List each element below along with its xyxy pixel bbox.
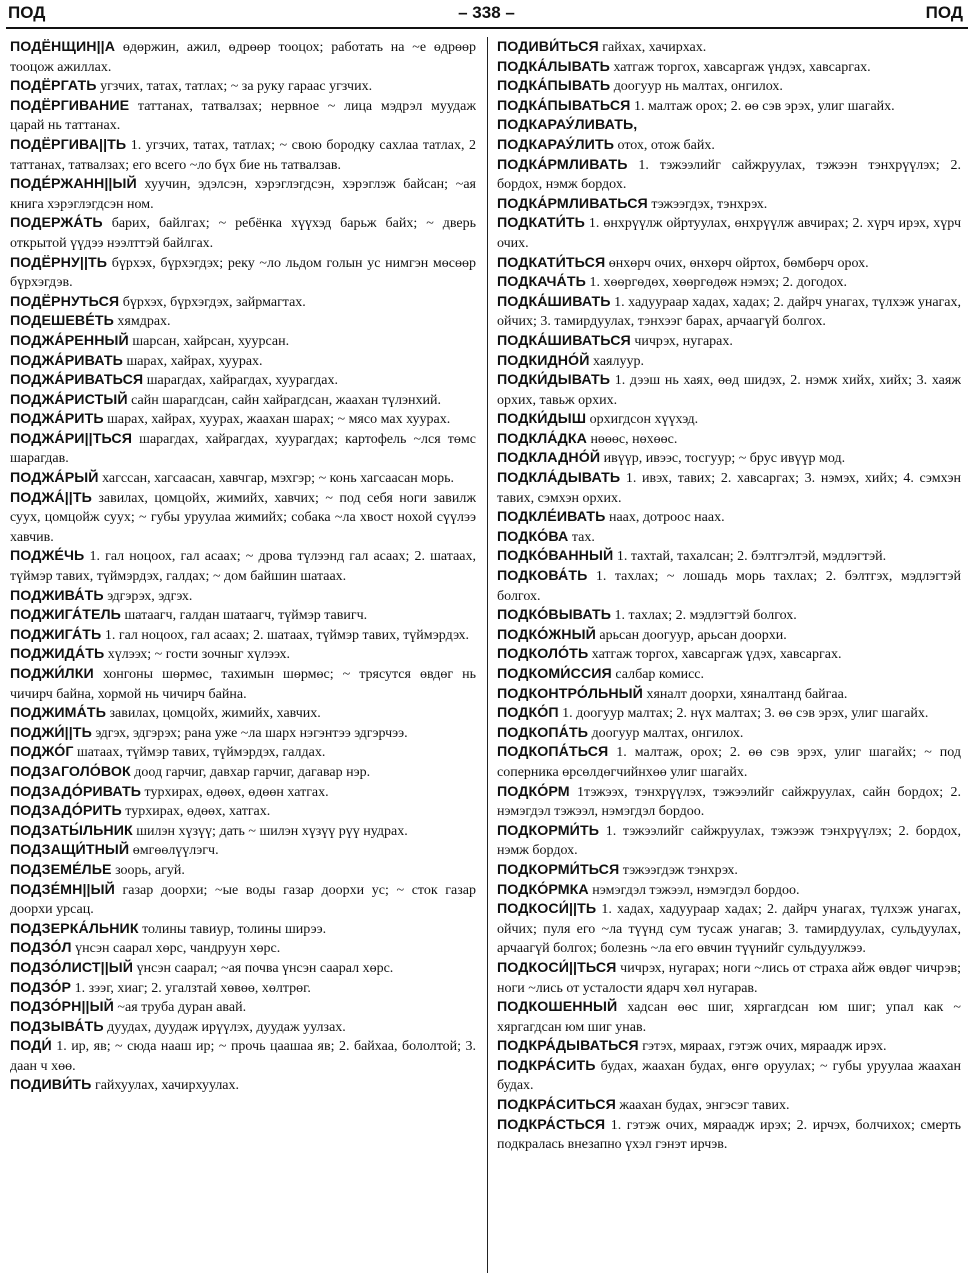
entry-definition: доод гарчиг, давхар гарчиг, дагавар нэр.: [130, 764, 371, 780]
entry-definition: наах, дотроос наах.: [605, 510, 725, 526]
entry-definition: хүлээх; ~ гости зочныг хүлээх.: [104, 647, 291, 663]
entry-headword: ПОДКОСИ́||ТЬ: [497, 901, 597, 918]
entry-definition: хагссан, хагсаасан, хавчгар, мэхгэр; ~ конь хагсаасан морь.: [98, 471, 455, 487]
entry-definition: 1. тахлах; ~ лошадь морь тахлах; 2. бэлтгэх, мэдлэгтэй болгох.: [497, 569, 961, 604]
dictionary-entry: [10, 841, 476, 861]
dictionary-entry: [10, 1076, 476, 1096]
entry-definition: ~ая труба дуран авай.: [113, 1000, 247, 1016]
entry-headword: ПОДКАТИ́ТЬ: [497, 215, 585, 232]
entry-headword: ПОДЗАДО́РИВАТЬ: [10, 783, 142, 800]
entry-definition: чичрэх, нугарах; ноги ~лись от страха айж өвдөг чичрэв; ноги ~лись от усталости ядарч хөл нугарав.: [497, 960, 961, 996]
entry-definition: 1. доогуур малтах; 2. нүх малтах; 3. өө сэв эрэх, улиг шагайх.: [558, 706, 929, 722]
entry-definition: хатгаж торгох, хавсаргаж үдэх, хавсаргах.: [588, 647, 842, 663]
dictionary-entry: [497, 861, 961, 881]
dictionary-entry: [10, 861, 476, 881]
entry-headword: ПОДКОСИ́||ТЬСЯ: [497, 959, 617, 976]
dictionary-entry: [497, 547, 961, 567]
entry-headword: ПОДЖО́Г: [10, 744, 74, 761]
dictionary-entry: [497, 1037, 961, 1057]
dictionary-entry: [10, 430, 476, 469]
entry-headword: ПОДЖЕ́ЧЬ: [10, 548, 85, 565]
dictionary-entry: [10, 939, 476, 959]
entry-headword: ПОДЗАДО́РИТЬ: [10, 803, 122, 820]
entry-headword: ПОДЁНЩИН||А: [10, 39, 116, 55]
entry-headword: ПОДИВИ́ТЬ: [10, 1077, 92, 1094]
entry-definition: гэтэх, мяраах, гэтэж очих, мяраадж ирэх.: [638, 1039, 887, 1055]
dictionary-entry: [497, 665, 961, 685]
entry-headword: ПОДКА́ПЫВАТЬ: [497, 78, 611, 95]
entry-definition: салбар комисс.: [611, 667, 705, 682]
entry-headword: ПОДКАЧА́ТЬ: [497, 274, 586, 291]
entry-definition: доогуур нь малтах, онгилох.: [610, 79, 783, 95]
left-column: [10, 38, 476, 1276]
dictionary-entry: [10, 547, 476, 586]
dictionary-entry: [10, 391, 476, 411]
dictionary-entry: [10, 704, 476, 724]
entry-definition: газар доорхи; ~ые воды газар доорхи ус; ~ сток газар доорхи урсац.: [10, 882, 476, 918]
dictionary-entry: [497, 254, 961, 274]
dictionary-entry: [10, 645, 476, 665]
dictionary-entry: [10, 724, 476, 744]
entry-definition: 1. тахтай, тахалсан; 2. бэлтгэлтэй, мэдлэгтэй.: [613, 549, 887, 565]
dictionary-entry: [497, 528, 961, 548]
dictionary-entry: [10, 293, 476, 313]
dictionary-entry: [10, 979, 476, 999]
dictionary-entry: [497, 116, 961, 136]
entry-definition: завилах, цомцойх, жимийх, хавчих.: [106, 706, 321, 722]
dictionary-entry: [497, 704, 961, 724]
entry-definition: 1. хадах, хадуураар хадах; 2. дайрч унагах, түлхэж унагах, ойчих; пуля его ~ла түүнд сум тусаж унагав; 3. тамирдуулах, сульдуулах, арчаагүй болгох; болезнь ~ла его өвчин түүнийг сульдуулжээ.: [497, 902, 961, 957]
entry-definition: будах, жаахан будах, өнгө оруулах; ~ губы уруулаа жаахан будах.: [497, 1058, 961, 1094]
entry-headword: ПОДКОПА́ТЬ: [497, 724, 589, 741]
entry-headword: ПОДКОВА́ТЬ: [497, 568, 588, 585]
dictionary-entry: [10, 97, 476, 136]
entry-definition: шилэн хүзүү; дать ~ шилэн хүзүү рүү нудрах.: [132, 823, 408, 839]
entry-headword: ПОДЗО́Р: [10, 979, 72, 996]
dictionary-entry: [10, 214, 476, 253]
dictionary-entry: [497, 822, 961, 861]
entry-definition: барих, байлгах; ~ ребёнка хүүхэд барьж байх; ~ дверь открытой үүдээ нээлттэй байлгах.: [10, 216, 476, 251]
entry-headword: ПОДКРА́СТЬСЯ: [497, 1116, 606, 1133]
dictionary-entry: [10, 626, 476, 646]
entry-headword: ПОДЗЕ́МН||ЫЙ: [10, 881, 115, 898]
dictionary-entry: [10, 489, 476, 548]
entry-headword: ПОДКЛЕ́ИВАТЬ: [497, 509, 606, 526]
dictionary-entry: [497, 743, 961, 782]
entry-definition: бүрхэх, бүрхэгдэх, зайрмагтах.: [119, 294, 306, 310]
dictionary-entry: [10, 175, 476, 214]
entry-definition: 1. гэтэж очих, мяраадж ирэх; 2. ирчэх, болчихох; смерть подкралась внезапно үхэл гэнэт ирчэв.: [497, 1117, 961, 1153]
entry-headword: ПОДЖА́РИТЬ: [10, 411, 104, 428]
entry-headword: ПОДЕ́РЖАНН||ЫЙ: [10, 176, 137, 193]
dictionary-entry: [497, 430, 961, 450]
dictionary-entry: [497, 156, 961, 195]
entry-headword: ПОДЗЫВА́ТЬ: [10, 1018, 104, 1035]
dictionary-entry: [497, 273, 961, 293]
dictionary-entry: [10, 998, 476, 1018]
dictionary-entry: [10, 763, 476, 783]
entry-definition: бүрхэх, бүрхэгдэх; реку ~ло льдом голын ус нимгэн мөсөөр бүрхэгдэв.: [10, 255, 476, 291]
dictionary-entry: [10, 881, 476, 920]
entry-headword: ПОДКА́ШИВАТЬСЯ: [497, 332, 631, 349]
dictionary-entry: [10, 371, 476, 391]
dictionary-entry: [10, 1018, 476, 1038]
page-number: – 338 –: [458, 3, 515, 22]
dictionary-entry: [497, 449, 961, 469]
entry-definition: өмгөөлүүлэгч.: [129, 843, 219, 859]
entry-headword: ПОДЗЕМЕ́ЛЬЕ: [10, 861, 112, 878]
entry-headword: ПОДЖИ́||ТЬ: [10, 724, 92, 741]
dictionary-entry: [497, 195, 961, 215]
entry-definition: хатгаж торгох, хавсаргаж үндэх, хавсаргах.: [609, 59, 871, 75]
header-guide-word-right: ПОД: [925, 3, 963, 22]
entry-headword: ПОДКА́ПЫВАТЬСЯ: [497, 97, 631, 114]
dictionary-entry: [10, 312, 476, 332]
entry-definition: 1тэжээх, тэнхрүүлэх, тэжээлийг сайжруулах, сайн бордох; 2. нэмэгдэл тэжээл, нэмэгдэл бордоо.: [497, 784, 961, 820]
entry-headword: ПОДЗАЩИ́ТНЫЙ: [10, 842, 130, 859]
entry-headword: ПОДИ́: [10, 1038, 52, 1055]
entry-definition: 1. хадуураар хадах, хадах; 2. дайрч унагах, түлхэж унагах, ойчих; 3. тамирдуулах, тэнхээг барах, арчаагүй болгох.: [497, 294, 961, 330]
entry-headword: ПОДКЛАДНО́Й: [497, 450, 601, 467]
right-column: [497, 38, 961, 1276]
entry-definition: таттанах, татвалзах; нервное ~ лица мэдрэл муудаж царай нь таттанах.: [10, 98, 476, 134]
entry-headword: ПОДКРА́ДЫВАТЬСЯ: [497, 1038, 639, 1055]
entry-headword: ПОДКАРАУ́ЛИВАТЬ,: [497, 117, 638, 134]
entry-headword: ПОДЁРГАТЬ: [10, 78, 97, 95]
dictionary-entry: [10, 352, 476, 372]
entry-definition: шатаах, түймэр тавих, түймэрдэх, галдах.: [73, 745, 326, 761]
entry-definition: шарах, хайрах, хуурах, жаахан шарах; ~ мясо мах хуурах.: [103, 412, 451, 428]
entry-headword: ПОДКАРАУ́ЛИТЬ: [497, 136, 615, 153]
entry-definition: угзчих, татах, татлах; ~ за руку гараас угзчих.: [96, 79, 373, 95]
dictionary-entry: [497, 1057, 961, 1096]
entry-headword: ПОДКА́ШИВАТЬ: [497, 293, 611, 310]
entry-definition: хямдрах.: [113, 314, 171, 330]
entry-headword: ПОДЕШЕВЕ́ТЬ: [10, 313, 114, 330]
dictionary-entry: [497, 645, 961, 665]
entry-definition: шарах, хайрах, хуурах.: [122, 353, 263, 369]
entry-headword: ПОДКО́РМКА: [497, 881, 589, 898]
entry-headword: ПОДКОНТРО́ЛЬНЫЙ: [497, 685, 643, 702]
entry-headword: ПОДЗО́РН||ЫЙ: [10, 999, 114, 1016]
entry-definition: 1. өнхрүүлж ойртуулах, өнхрүүлж авчирах; 2. хүрч ирэх, хүрч очих.: [497, 216, 961, 251]
entry-definition: 1. ивэх, тавих; 2. хавсаргах; 3. нэмэх, хийх; 4. сэмхэн тавих, сэмхэн орхих.: [497, 471, 961, 506]
dictionary-entry: [10, 136, 476, 175]
entry-headword: ПОДКЛА́ДЫВАТЬ: [497, 470, 621, 487]
entry-headword: ПОДКА́РМЛИВАТЬ: [497, 156, 628, 173]
entry-definition: нөөөс, нөхөөс.: [586, 431, 678, 447]
entry-headword: ПОДЖИ́ЛКИ: [10, 666, 94, 682]
entry-definition: хуучин, эдэлсэн, хэрэглэгдсэн, хэрэглэж байсан; ~ая книга хэрэглэгдсэн ном.: [10, 177, 476, 212]
entry-definition: 1. хөөргөдөх, хөөргөдөж нэмэх; 2. догодох.: [585, 275, 848, 291]
dictionary-entry: [497, 136, 961, 156]
dictionary-entry: [10, 743, 476, 763]
entry-definition: гайхах, хачирхах.: [598, 40, 707, 55]
entry-definition: завилах, цомцойх, жимийх, хавчих; ~ под себя ноги завилж суух, цомцойж суух; ~ губы уруулаа жимийх; собака ~ла хвост нохой сүүлээ хавчив.: [10, 490, 476, 545]
entry-definition: отох, отож байх.: [614, 137, 715, 153]
entry-definition: жаахан будах, энгэсэг тавих.: [615, 1098, 790, 1114]
entry-definition: хонгоны шөрмөс, тахимын шөрмөс; ~ трясутся өвдөг нь чичирч байна, хормой нь чичирч байна.: [10, 667, 476, 702]
entry-definition: 1. тэжээлийг сайжруулах, тэжээж тэнхрүүлэх; 2. бордох, нэмж бордох.: [497, 823, 961, 859]
dictionary-entry: [497, 352, 961, 372]
entry-headword: ПОДЖИДА́ТЬ: [10, 646, 105, 663]
entry-definition: 1. ир, яв; ~ сюда нааш ир; ~ прочь цаашаа яв; 2. байхаа, бололтой; 3. даан ч хөө.: [10, 1039, 476, 1074]
entry-headword: ПОДЖА́РИ||ТЬСЯ: [10, 430, 133, 447]
dictionary-entry: [497, 783, 961, 822]
entry-headword: ПОДЁРНУ||ТЬ: [10, 254, 108, 271]
entry-headword: ПОДКО́П: [497, 705, 559, 722]
entry-headword: ПОДЖА́РЕННЫЙ: [10, 332, 129, 349]
dictionary-entry: [10, 802, 476, 822]
entry-headword: ПОДЁРНУТЬСЯ: [10, 293, 120, 310]
dictionary-entry: [497, 508, 961, 528]
dictionary-entry: [10, 38, 476, 77]
entry-definition: 1. тэжээлийг сайжруулах, тэжээн тэнхрүүлэх; 2. бордох, нэмж бордох.: [497, 157, 961, 193]
entry-headword: ПОДКЛА́ДКА: [497, 430, 587, 447]
dictionary-entry: [10, 1037, 476, 1076]
column-divider: [487, 37, 488, 1273]
dictionary-entry: [497, 998, 961, 1037]
entry-definition: өдөржин, ажил, өдрөөр тооцох; работать на ~е өдрөөр тооцож ажиллах.: [10, 40, 476, 75]
entry-definition: турхирах, өдөөх, өдөөн хатгах.: [141, 784, 329, 800]
dictionary-entry: [497, 606, 961, 626]
dictionary-entry: [10, 606, 476, 626]
entry-headword: ПОДКИДНО́Й: [497, 352, 590, 369]
entry-headword: ПОДКИ́ДЫШ: [497, 411, 587, 428]
entry-headword: ПОДКОПА́ТЬСЯ: [497, 744, 609, 761]
entry-definition: шатаагч, галдан шатаагч, түймэр тавигч.: [120, 608, 368, 624]
entry-headword: ПОДКОРМИ́ТЬ: [497, 822, 600, 839]
dictionary-entry: [497, 881, 961, 901]
dictionary-entry: [10, 410, 476, 430]
entry-headword: ПОДКО́ВА: [497, 528, 569, 545]
dictionary-entry: [497, 1116, 961, 1155]
dictionary-entry: [10, 587, 476, 607]
entry-definition: гайхуулах, хачирхуулах.: [91, 1078, 240, 1094]
entry-headword: ПОДКРА́СИТЬСЯ: [497, 1097, 616, 1114]
entry-headword: ПОДКО́ЖНЫЙ: [497, 626, 596, 643]
header-rule: [6, 27, 968, 29]
entry-headword: ПОДКО́РМ: [497, 783, 570, 800]
entry-definition: шарагдах, хайрагдах, хуурагдах; картофель ~лся төмс шарагдав.: [10, 431, 476, 467]
entry-headword: ПОДЖИМА́ТЬ: [10, 705, 107, 722]
dictionary-entry: [497, 214, 961, 253]
dictionary-entry: [10, 77, 476, 97]
entry-definition: тэжээгдэж тэнхрэх.: [619, 862, 738, 878]
entry-definition: дуудах, дуудаж ирүүлэх, дуудаж уулзах.: [103, 1019, 346, 1035]
entry-definition: доогуур малтах, онгилох.: [588, 725, 744, 741]
entry-headword: ПОДКО́ВЫВАТЬ: [497, 607, 612, 624]
entry-definition: шарагдах, хайрагдах, хуурагдах.: [143, 373, 338, 389]
entry-headword: ПОДКА́ЛЫВАТЬ: [497, 58, 610, 75]
entry-definition: 1. угзчих, татах, татлах; ~ свою бородку сахлаа татлах, 2 таттанах, татвалзах; его всего ~ло бүх бие нь татвалзав.: [10, 137, 476, 173]
header-guide-word-left: ПОД: [8, 3, 46, 22]
entry-headword: ПОДКОШЕННЫЙ: [497, 999, 618, 1016]
entry-headword: ПОДЖА́||ТЬ: [10, 489, 92, 506]
entry-definition: хаялуур.: [589, 353, 644, 369]
dictionary-entry: [497, 900, 961, 959]
entry-definition: сайн шарагдсан, сайн хайрагдсан, жаахан түлэнхий.: [127, 392, 441, 408]
entry-definition: 1. тахлах; 2. мэдлэгтэй болгох.: [611, 608, 797, 624]
entry-definition: шарсан, хайрсан, хуурсан.: [128, 333, 290, 349]
entry-definition: хяналт доорхи, хяналтанд байгаа.: [642, 686, 848, 702]
entry-headword: ПОДКРА́СИТЬ: [497, 1057, 596, 1074]
entry-definition: өнхөрч очих, өнхөрч ойртох, бөмбөрч орох.: [605, 255, 869, 271]
dictionary-entry: [497, 626, 961, 646]
entry-definition: үнсэн саарал хөрс, чандруун хөрс.: [71, 941, 281, 957]
entry-definition: турхирах, өдөөх, хатгах.: [121, 804, 271, 820]
entry-definition: ивүүр, ивээс, тосгуур; ~ брус ивүүр мод.: [600, 451, 846, 467]
dictionary-entry: [497, 469, 961, 508]
entry-headword: ПОДЖИВА́ТЬ: [10, 587, 104, 604]
entry-headword: ПОДЖА́РИСТЫЙ: [10, 391, 128, 408]
entry-headword: ПОДКИ́ДЫВАТЬ: [497, 372, 611, 389]
entry-headword: ПОДКА́РМЛИВАТЬСЯ: [497, 195, 648, 212]
dictionary-entry: [10, 332, 476, 352]
entry-definition: тэжээгдэх, тэнхрэх.: [647, 196, 768, 212]
entry-headword: ПОДЖИГА́ТЕЛЬ: [10, 607, 121, 624]
entry-definition: толины тавиур, толины ширээ.: [138, 921, 327, 937]
entry-headword: ПОДЗЕРКА́ЛЬНИК: [10, 920, 139, 937]
entry-definition: эдгэрэх, эдгэх.: [103, 588, 193, 604]
dictionary-entry: [10, 920, 476, 940]
dictionary-entry: [10, 254, 476, 293]
entry-definition: чичрэх, нугарах.: [630, 333, 733, 349]
entry-definition: зоорь, агуй.: [111, 862, 185, 878]
entry-definition: эдгэх, эдгэрэх; рана уже ~ла шарх нэгэнтээ эдгэрчээ.: [91, 725, 408, 741]
entry-definition: 1. зээг, хиаг; 2. угалзтай хөвөө, хөлтрөг.: [71, 980, 311, 996]
entry-headword: ПОДЗАГОЛО́ВОК: [10, 763, 131, 780]
entry-headword: ПОДЕРЖА́ТЬ: [10, 215, 103, 232]
dictionary-entry: [497, 332, 961, 352]
entry-headword: ПОДЖА́РИВАТЬ: [10, 352, 123, 369]
dictionary-entry: [497, 38, 961, 58]
dictionary-entry: [497, 724, 961, 744]
entry-definition: 1. гал ноцоох, гал асаах; 2. шатаах, түймэр тавих, түймэрдэх.: [101, 627, 470, 643]
entry-headword: ПОДКО́ВАННЫЙ: [497, 548, 614, 565]
entry-definition: нэмэгдэл тэжээл, нэмэгдэл бордоо.: [588, 882, 800, 898]
dictionary-entry: [10, 783, 476, 803]
page-header: [0, 0, 973, 30]
dictionary-entry: [10, 665, 476, 704]
dictionary-entry: [497, 410, 961, 430]
dictionary-entry: [497, 293, 961, 332]
entry-definition: 1. дээш нь хаях, өөд шидэх, 2. нэмж хийх, хийх; 3. хаяж орхих, тавьж орхих.: [497, 373, 961, 408]
entry-headword: ПОДЗО́ЛИСТ||ЫЙ: [10, 959, 134, 976]
entry-headword: ПОДЗАТЫ́ЛЬНИК: [10, 822, 133, 839]
entry-definition: тах.: [568, 529, 595, 545]
entry-headword: ПОДКАТИ́ТЬСЯ: [497, 254, 606, 271]
entry-headword: ПОДКОРМИ́ТЬСЯ: [497, 861, 620, 878]
entry-definition: 1. малтаж орох; 2. өө сэв эрэх, улиг шагайх.: [630, 98, 895, 114]
entry-headword: ПОДЁРГИВА||ТЬ: [10, 136, 127, 153]
entry-headword: ПОДЖА́РИВАТЬСЯ: [10, 372, 144, 389]
entry-definition: хадсан өөс шиг, хяргагдсан юм шиг; упал как ~ хяргагдсан юм шиг унав.: [497, 1000, 961, 1035]
entry-headword: ПОДЖА́РЫЙ: [10, 470, 99, 487]
entry-headword: ПОДКОЛО́ТЬ: [497, 646, 589, 663]
entry-headword: ПОДЗО́Л: [10, 940, 72, 957]
dictionary-entry: [10, 959, 476, 979]
entry-headword: ПОДЁРГИВАНИЕ: [10, 97, 130, 114]
entry-definition: 1. малтаж, орох; 2. өө сэв эрэх, улиг шагайх; ~ под соперника өрсөлдөгчийнхөө улиг шагайх.: [497, 745, 961, 780]
entry-headword: ПОДИВИ́ТЬСЯ: [497, 39, 599, 55]
entry-headword: ПОДЖИГА́ТЬ: [10, 626, 102, 643]
dictionary-entry: [497, 959, 961, 998]
entry-definition: үнсэн саарал; ~ая почва үнсэн саарал хөрс.: [133, 960, 394, 976]
entry-definition: 1. гал ноцоох, гал асаах; ~ дрова түлээнд гал асаах; 2. шатаах, түймэр тавих, түймэрдэх, галдах; ~ дом байшин шатаах.: [10, 549, 476, 585]
entry-headword: ПОДКОМИ́ССИЯ: [497, 666, 612, 682]
dictionary-entry: [497, 77, 961, 97]
entry-definition: орхигдсон хүүхэд.: [586, 412, 699, 428]
dictionary-entry: [497, 371, 961, 410]
dictionary-entry: [497, 1096, 961, 1116]
dictionary-entry: [497, 567, 961, 606]
dictionary-entry: [497, 97, 961, 117]
dictionary-entry: [497, 685, 961, 705]
dictionary-entry: [10, 469, 476, 489]
entry-definition: арьсан доогуур, арьсан доорхи.: [595, 627, 787, 643]
dictionary-entry: [10, 822, 476, 842]
dictionary-entry: [497, 58, 961, 78]
